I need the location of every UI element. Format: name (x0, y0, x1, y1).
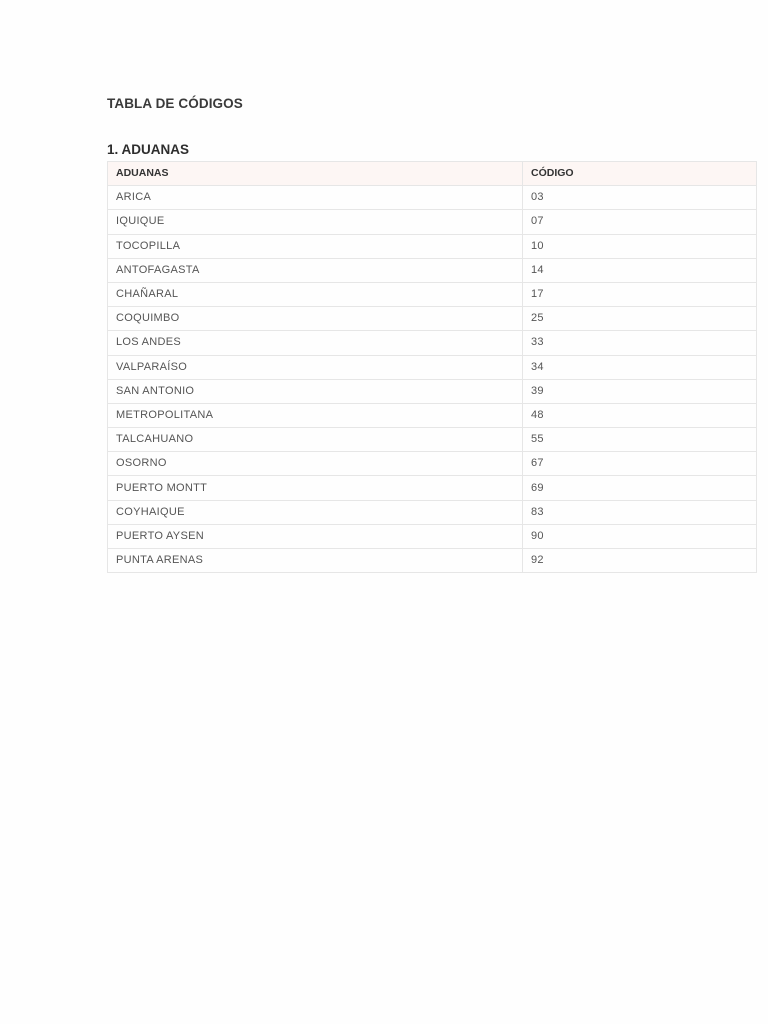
table-row (108, 282, 757, 306)
table-row (108, 234, 757, 258)
aduana-code-cell: 90 (523, 524, 757, 548)
aduana-code-cell: 39 (523, 379, 757, 403)
table-body (108, 186, 757, 573)
aduana-code-cell: 55 (523, 428, 757, 452)
table-row (108, 476, 757, 500)
table-row (108, 210, 757, 234)
aduana-name-cell: METROPOLITANA (108, 403, 523, 427)
aduanas-table (107, 161, 757, 573)
table-row (108, 258, 757, 282)
aduana-code-cell: 07 (523, 210, 757, 234)
table-row (108, 524, 757, 548)
aduana-code-cell: 14 (523, 258, 757, 282)
aduana-name-cell: VALPARAÍSO (108, 355, 523, 379)
aduana-name-cell: ARICA (108, 186, 523, 210)
section-title-aduanas: 1. ADUANAS (107, 142, 190, 157)
aduana-name-cell: PUERTO MONTT (108, 476, 523, 500)
aduana-name-cell: PUERTO AYSEN (108, 524, 523, 548)
aduana-name-cell: OSORNO (108, 452, 523, 476)
table-row (108, 307, 757, 331)
aduana-code-cell: 03 (523, 186, 757, 210)
aduana-name-cell: LOS ANDES (108, 331, 523, 355)
table-row (108, 549, 757, 573)
aduana-code-cell: 69 (523, 476, 757, 500)
aduana-name-cell: COQUIMBO (108, 307, 523, 331)
table-row (108, 428, 757, 452)
aduana-code-cell: 83 (523, 500, 757, 524)
aduana-name-cell: TALCAHUANO (108, 428, 523, 452)
column-header-aduanas: ADUANAS (108, 162, 523, 186)
table-row (108, 500, 757, 524)
aduana-name-cell: PUNTA ARENAS (108, 549, 523, 573)
table-row (108, 355, 757, 379)
table-row (108, 452, 757, 476)
aduana-code-cell: 25 (523, 307, 757, 331)
aduana-code-cell: 92 (523, 549, 757, 573)
aduana-name-cell: ANTOFAGASTA (108, 258, 523, 282)
aduana-code-cell: 67 (523, 452, 757, 476)
aduana-name-cell: TOCOPILLA (108, 234, 523, 258)
table-row (108, 379, 757, 403)
aduana-name-cell: COYHAIQUE (108, 500, 523, 524)
table-row (108, 186, 757, 210)
table-header-row (108, 162, 757, 186)
aduana-code-cell: 17 (523, 282, 757, 306)
aduana-name-cell: IQUIQUE (108, 210, 523, 234)
aduana-name-cell: SAN ANTONIO (108, 379, 523, 403)
table-row (108, 331, 757, 355)
aduana-name-cell: CHAÑARAL (108, 282, 523, 306)
aduana-code-cell: 34 (523, 355, 757, 379)
page-title: TABLA DE CÓDIGOS (107, 96, 243, 111)
aduana-code-cell: 10 (523, 234, 757, 258)
table-row (108, 403, 757, 427)
aduana-code-cell: 33 (523, 331, 757, 355)
column-header-codigo: CÓDIGO (523, 162, 757, 186)
aduana-code-cell: 48 (523, 403, 757, 427)
